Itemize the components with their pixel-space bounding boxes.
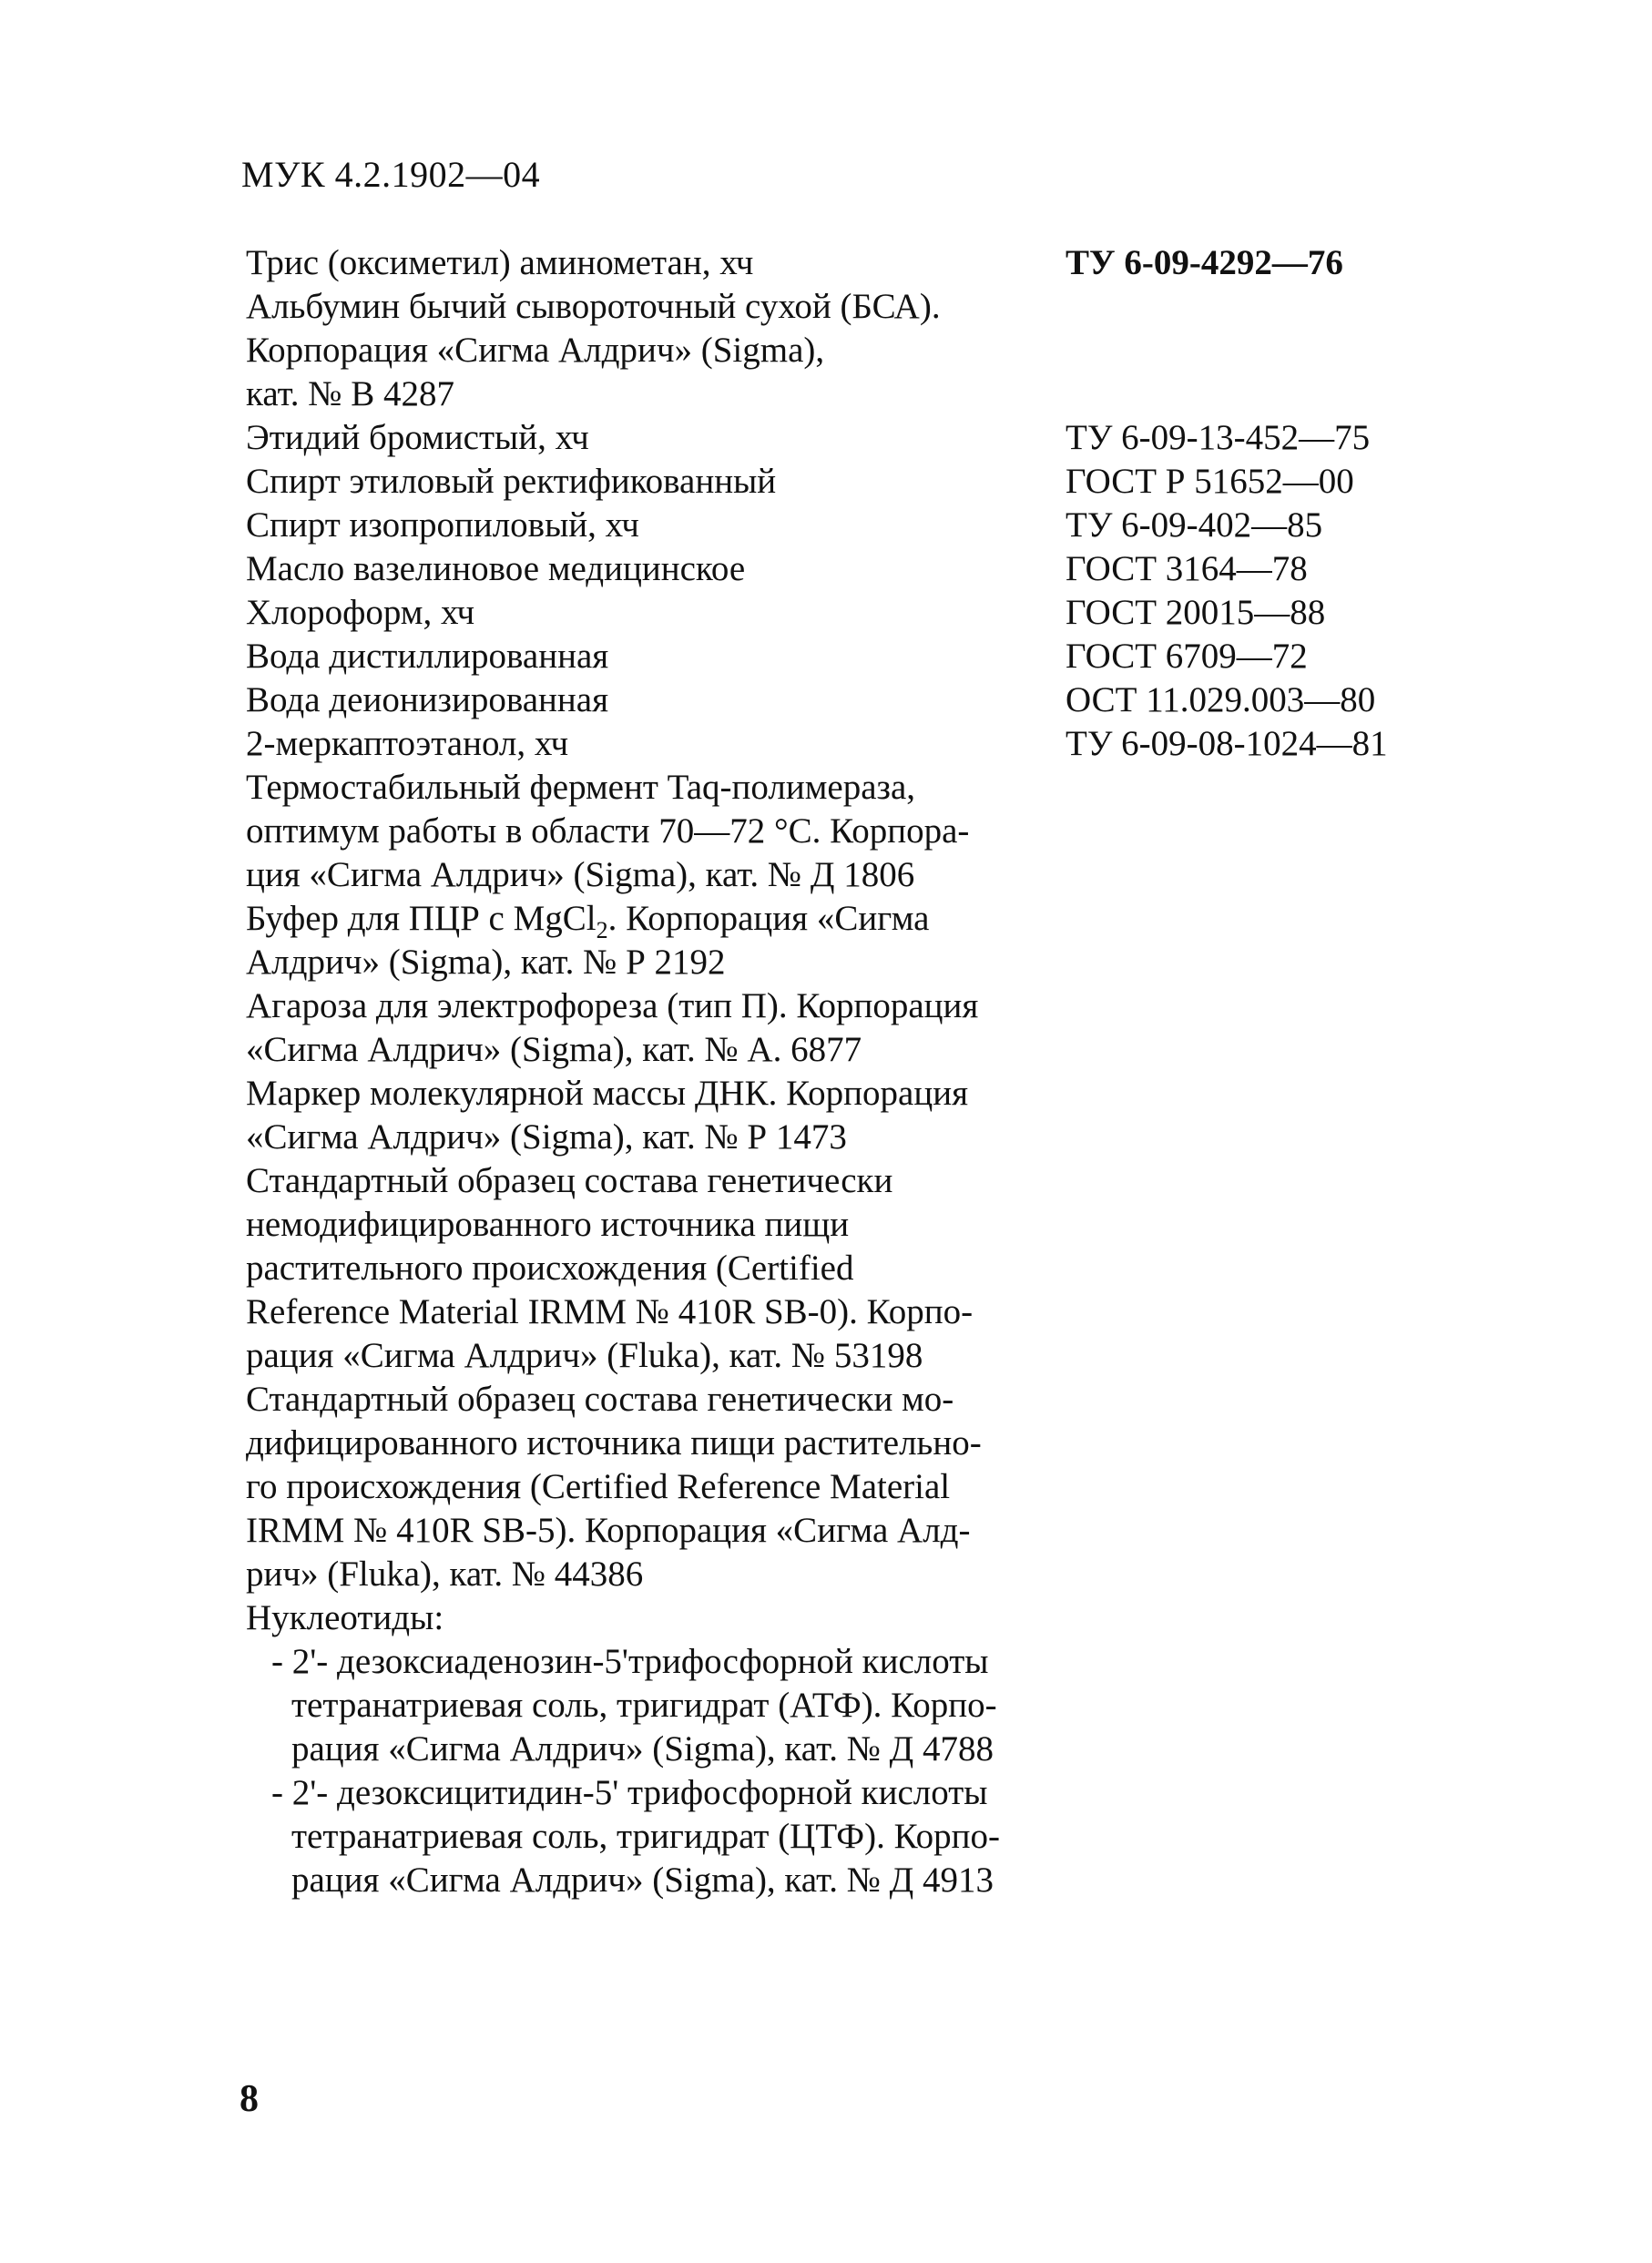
entry-line: «Сигма Алдрич» (Sigma), кат. № Р 1473 bbox=[246, 1117, 847, 1157]
reagent-row bbox=[246, 285, 1448, 416]
entry-line: «Сигма Алдрич» (Sigma), кат. № А. 6877 bbox=[246, 1030, 862, 1069]
nucleotides-section bbox=[246, 1596, 1052, 1902]
reagent-name: Масло вазелиновое медицинское bbox=[246, 549, 746, 588]
reagent-name-line: Альбумин бычий сывороточный сухой (БСА). bbox=[246, 287, 941, 326]
entry-line: го происхождения (Certified Reference Material bbox=[246, 1467, 951, 1506]
entry-line: дифицированного источника пищи растительно- bbox=[246, 1423, 982, 1463]
reagent-standard: ТУ 6-09-13-452—75 bbox=[1066, 418, 1371, 457]
reagent-row bbox=[246, 722, 1448, 766]
entry-line: Термостабильный фермент Taq-полимераза, bbox=[246, 768, 916, 807]
reagents-list bbox=[246, 241, 1448, 1902]
buffer-text: . Корпорация «Сигма bbox=[607, 899, 930, 938]
reagent-name: Спирт изопропиловый, хч bbox=[246, 505, 639, 545]
reagent-row bbox=[246, 416, 1448, 460]
entry-line: немодифицированного источника пищи bbox=[246, 1205, 850, 1244]
page-number: 8 bbox=[240, 2078, 259, 2120]
reagent-name: 2-меркаптоэтанол, хч bbox=[246, 724, 569, 763]
reagent-standard: ГОСТ 3164—78 bbox=[1066, 549, 1308, 588]
entry-line: тетранатриевая соль, тригидрат (ЦТФ). Корпо- bbox=[291, 1817, 1001, 1856]
entry-line: - 2'- дезоксиаденозин-5'трифосфорной кислоты bbox=[271, 1642, 989, 1681]
entry-line: - 2'- дезоксицитидин-5' трифосфорной кислоты bbox=[271, 1773, 988, 1812]
dna-marker-entry bbox=[246, 1072, 1052, 1159]
entry-line: IRMM № 410R SB-5). Корпорация «Сигма Алд- bbox=[246, 1511, 971, 1550]
reagent-standard: ТУ 6-09-4292—76 bbox=[1066, 243, 1343, 282]
reagent-name: Вода дистиллированная bbox=[246, 637, 609, 676]
reagent-standard: ГОСТ 20015—88 bbox=[1066, 593, 1326, 632]
reagent-name: Хлороформ, хч bbox=[246, 593, 475, 632]
entry-line: растительного происхождения (Certified bbox=[246, 1249, 854, 1288]
entry-line: рация «Сигма Алдрич» (Sigma), кат. № Д 4913 bbox=[291, 1860, 994, 1900]
reagent-standard: ГОСТ 6709—72 bbox=[1066, 637, 1308, 676]
reagent-name: Трис (оксиметил) аминометан, хч bbox=[246, 243, 754, 282]
agarose-entry bbox=[246, 984, 1052, 1072]
reagent-row bbox=[246, 460, 1448, 504]
nucleotides-title: Нуклеотиды: bbox=[246, 1598, 444, 1637]
entry-line bbox=[246, 897, 1052, 941]
entry-line: ция «Сигма Алдрич» (Sigma), кат. № Д 1806 bbox=[246, 855, 915, 894]
reagent-name-line: кат. № В 4287 bbox=[246, 374, 454, 413]
reagent-row bbox=[246, 678, 1448, 722]
reagent-standard: ТУ 6-09-08-1024—81 bbox=[1066, 724, 1388, 763]
reagent-standard: ТУ 6-09-402—85 bbox=[1066, 505, 1323, 545]
reagent-name: Вода деионизированная bbox=[246, 680, 609, 719]
reagent-standard: ОСТ 11.029.003—80 bbox=[1066, 680, 1376, 719]
reagent-row bbox=[246, 591, 1448, 635]
nucleotide-item bbox=[246, 1640, 1073, 1771]
reagent-row bbox=[246, 547, 1448, 591]
reagent-row bbox=[246, 635, 1448, 678]
entry-line: Маркер молекулярной массы ДНК. Корпорация bbox=[246, 1074, 969, 1113]
entry-line: рация «Сигма Алдрич» (Sigma), кат. № Д 4788 bbox=[291, 1729, 994, 1769]
reagent-name bbox=[246, 285, 1066, 416]
entry-line: рич» (Fluka), кат. № 44386 bbox=[246, 1555, 644, 1594]
non-gm-standard-entry bbox=[246, 1159, 1052, 1378]
reagent-name: Спирт этиловый ректификованный bbox=[246, 462, 777, 501]
document-code-header: МУК 4.2.1902—04 bbox=[241, 154, 541, 195]
pcr-buffer-entry bbox=[246, 897, 1052, 984]
buffer-text: Буфер для ПЦР с MgCl bbox=[246, 899, 597, 938]
reagent-name-line: Корпорация «Сигма Алдрич» (Sigma), bbox=[246, 331, 825, 370]
entry-line: Стандартный образец состава генетически bbox=[246, 1161, 893, 1200]
entry-line: Агароза для электрофореза (тип П). Корпорация bbox=[246, 986, 979, 1025]
entry-line: оптимум работы в области 70—72 °С. Корпора- bbox=[246, 811, 970, 851]
nucleotide-item bbox=[246, 1771, 1073, 1902]
subscript: 2 bbox=[596, 916, 608, 943]
reagent-row bbox=[246, 504, 1448, 547]
taq-polymerase-entry bbox=[246, 766, 1052, 897]
reagent-row bbox=[246, 241, 1448, 285]
reagent-name: Этидий бромистый, хч bbox=[246, 418, 589, 457]
gm-standard-entry bbox=[246, 1378, 1052, 1596]
entry-line: тетранатриевая соль, тригидрат (АТФ). Корпо- bbox=[291, 1686, 997, 1725]
entry-line: Reference Material IRMM № 410R SB-0). Корпо- bbox=[246, 1292, 974, 1331]
entry-line: Стандартный образец состава генетически мо- bbox=[246, 1380, 954, 1419]
entry-line: Алдрич» (Sigma), кат. № Р 2192 bbox=[246, 943, 726, 982]
entry-line: рация «Сигма Алдрич» (Fluka), кат. № 53198 bbox=[246, 1336, 923, 1375]
reagent-standard: ГОСТ Р 51652—00 bbox=[1066, 462, 1354, 501]
